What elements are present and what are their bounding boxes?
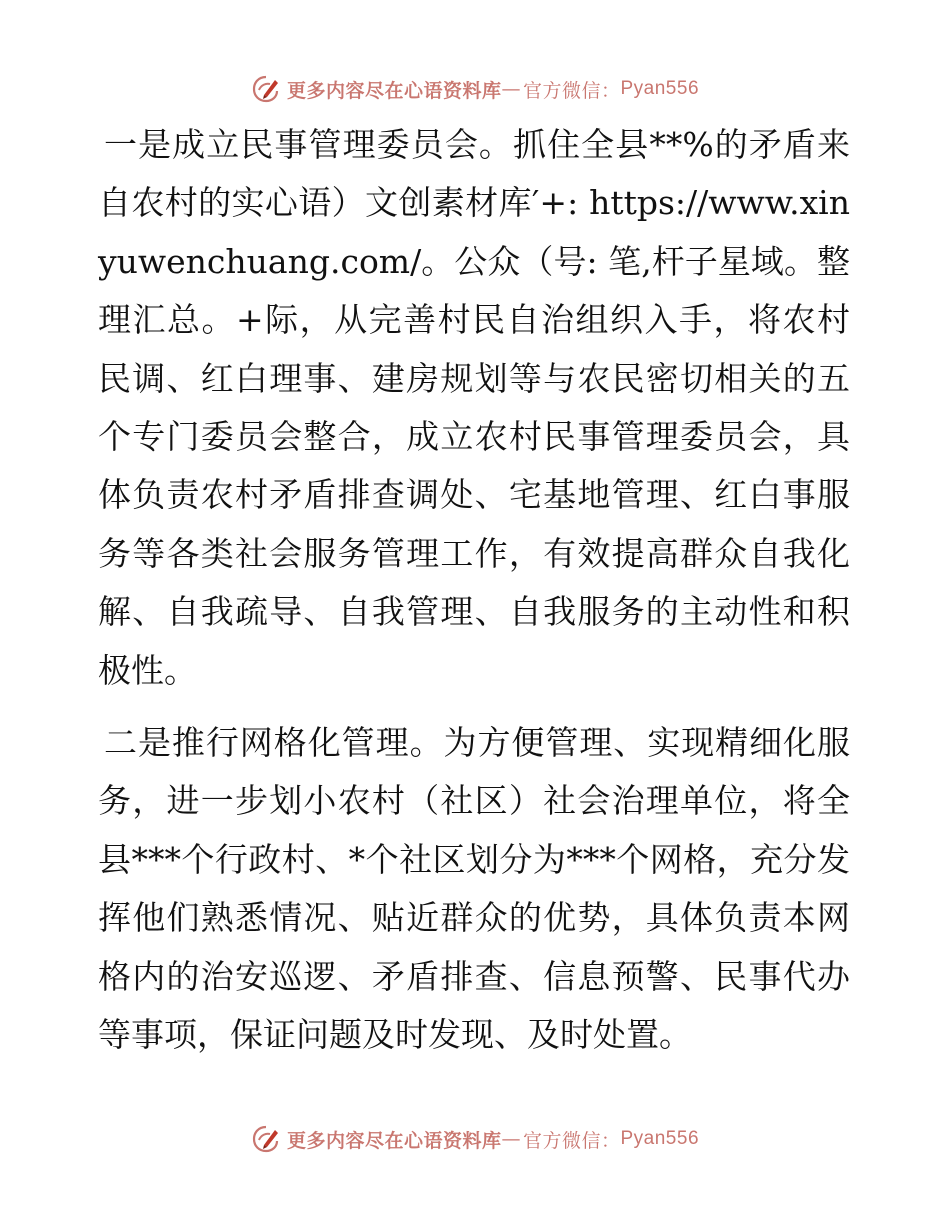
pen-swirl-logo-icon: [251, 74, 281, 104]
pen-swirl-logo-icon: [251, 1124, 281, 1154]
paragraph-1: 一是成立民事管理委员会。抓住全县**%的矛盾来自农村的实心语）文创素材库′+: https://www.xinyuwenchuang.com/。公众（号: 笔,杆子星域。整理汇总。+际，从完善村民自治组织入手，将农村民调、红白理事、建房规划等与农民密切相关的五个专门委员会整合，成立农村民事管理委员会，具体负责农村矛盾排查调处、宅基地管理、红白事服务等各类社会服务管理工作，有效提高群众自我化解、自我疏导、自我管理、自我服务的主动性和积极性。: [98, 125, 850, 690]
banner-separator: —: [501, 78, 521, 100]
banner-brand-text: 更多内容尽在心语资料库: [286, 1129, 502, 1152]
banner-wechat-label: 官方微信：: [522, 79, 621, 102]
banner-wechat-handle: Pyan556: [620, 1128, 700, 1149]
paragraph-2: 二是推行网格化管理。为方便管理、实现精细化服务，进一步划小农村（社区）社会治理单位，将全县***个行政村、*个社区划分为***个网格，充分发挥他们熟悉情况、贴近群众的优势，具体负责本网格内的治安巡逻、矛盾排查、信息预警、民事代办等事项，保证问题及时发现、及时处置。: [98, 723, 850, 1055]
footer-banner[interactable]: [0, 1119, 950, 1159]
banner-wechat-handle: Pyan556: [620, 78, 700, 99]
header-banner[interactable]: [0, 69, 950, 109]
banner-wechat-label: 官方微信：: [522, 1129, 621, 1152]
banner-brand-text: 更多内容尽在心语资料库: [286, 79, 502, 102]
document-body: [98, 116, 850, 1065]
banner-separator: —: [501, 1128, 521, 1150]
